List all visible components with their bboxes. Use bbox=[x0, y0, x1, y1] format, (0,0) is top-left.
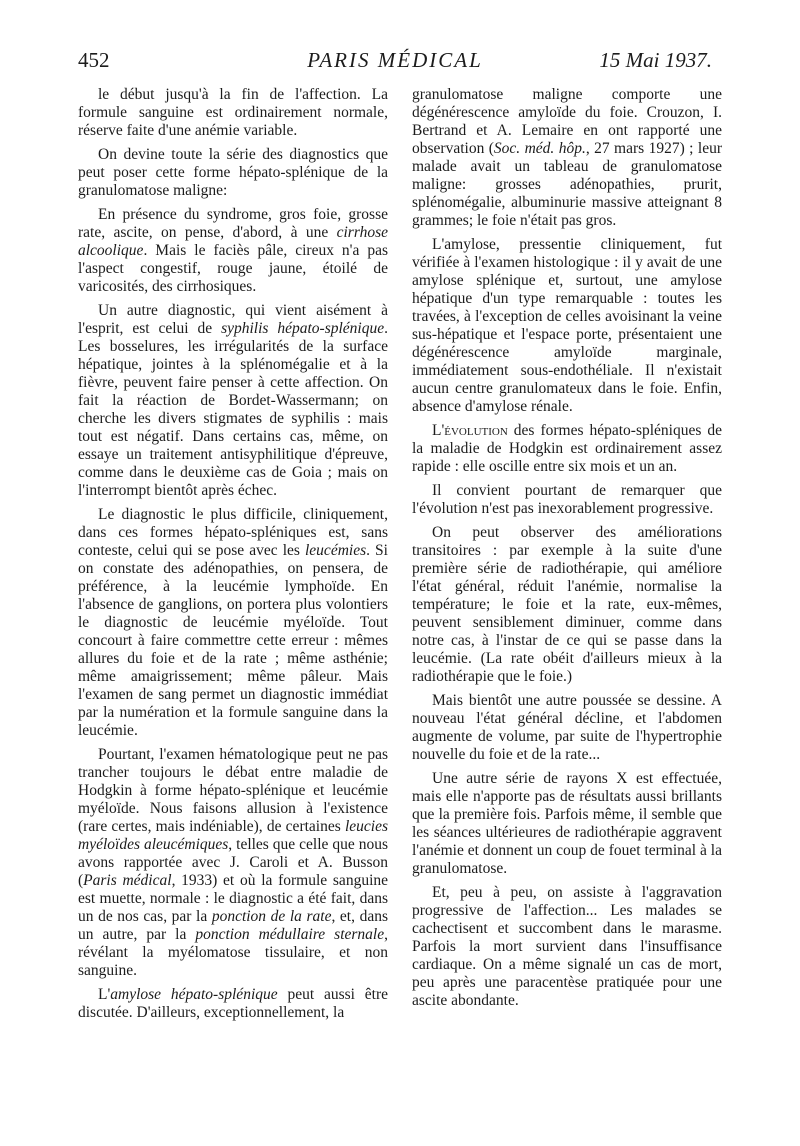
page-header bbox=[78, 48, 712, 84]
italic-text: cirrhose alcoolique bbox=[78, 224, 388, 259]
text-run: le début jusqu'à la fin de l'affection. La formule sanguine est ordinairement normale, réserve faite d'une anémie variable. bbox=[78, 86, 388, 139]
paragraph bbox=[412, 236, 722, 416]
text-run: Une autre série de rayons X est effectuée, mais elle n'apporte pas de résultats aussi brillants que la première fois. Parfois même, il semble que les séances ultérieures de radiothérapie aggravent l'anémie et donnent un coup de fouet terminal à la granulomatose. bbox=[412, 770, 722, 877]
italic-text: syphilis hépato-splénique bbox=[221, 320, 385, 337]
text-run: Et, peu à peu, on assiste à l'aggravation progressive de l'affection... Les malades se cachectisent et succombent dans le marasme. Parfois la mort survient dans l'insuffisance cardiaque. On a même signalé un cas de mort, peu après une paracentèse pratiquée pour une ascite abondante. bbox=[412, 884, 722, 1009]
text-run: Un autre diagnostic, qui vient aisément à l'esprit, est celui de bbox=[78, 302, 388, 337]
paragraph bbox=[78, 746, 388, 980]
left-column bbox=[78, 86, 388, 1028]
text-run: En présence du syndrome, gros foie, grosse rate, ascite, on pense, d'abord, à une bbox=[78, 206, 388, 241]
text-run: Pourtant, l'examen hématologique peut ne pas trancher toujours le débat entre maladie de Hodgkin à forme hépato-splénique et leucémie myéloïde. Nous faisons allusion à l'existence (rare certes, mais indéniable), de certaines bbox=[78, 746, 388, 835]
text-run: Il convient pourtant de remarquer que l'évolution n'est pas inexorablement progressive. bbox=[412, 482, 722, 517]
text-run: . Si on constate des adénopathies, on pensera, de préférence, à la leucémie lymphoïde. En l'absence de ganglions, on portera plus volontiers le diagnostic de leucémie myéloïde. Tout concourt à faire commettre cette erreur : mêmes allures du foie et de la rate ; même asthénie; même amaigrissement; même pâleur. Mais l'examen de sang permet un diagnostic immédiat par la numération et la formule sanguine dans la leucémie. bbox=[78, 542, 388, 739]
text-run: L' bbox=[432, 422, 445, 439]
text-run: . Mais le faciès pâle, cireux n'a pas l'aspect congestif, rouge jaune, étoilé de varicosités, des cirrhosiques. bbox=[78, 242, 388, 295]
paragraph bbox=[412, 770, 722, 878]
paragraph bbox=[412, 884, 722, 1010]
text-run: Mais bientôt une autre poussée se dessine. A nouveau l'état général décline, et l'abdomen augmente de volume, par suite de l'hypertrophie nouvelle du foie et de la rate... bbox=[412, 692, 722, 763]
paragraph bbox=[412, 422, 722, 476]
text-run: , 27 mars 1927) ; leur malade avait un tableau de granulomatose maligne: grosses adénopathies, prurit, splénomégalie, albuminurie massive atteignant 8 grammes; le foie n'était pas gros. bbox=[412, 140, 722, 229]
text-run: , 1933) et où la formule sanguine est muette, normale : le diagnostic a été fait, dans un de nos cas, par la bbox=[78, 872, 389, 925]
italic-text: ponction médullaire sternale bbox=[195, 926, 385, 943]
paragraph bbox=[78, 146, 388, 200]
italic-text: ponction de la rate bbox=[211, 908, 332, 925]
smallcaps-text: évolution bbox=[444, 422, 508, 439]
italic-text: Soc. méd. hôp. bbox=[493, 140, 586, 157]
paragraph bbox=[78, 302, 388, 500]
text-run: , révélant la myélomatose tissulaire, et non sanguine. bbox=[78, 926, 388, 979]
paragraph bbox=[78, 986, 388, 1022]
text-run: , et, dans un autre, par la bbox=[78, 908, 388, 943]
text-run: peut aussi être discutée. D'ailleurs, exceptionnellement, la bbox=[78, 986, 388, 1021]
text-run: Le diagnostic le plus difficile, cliniquement, dans ces formes hépato-spléniques est, sans conteste, celui qui se pose avec les bbox=[78, 506, 388, 559]
paragraph bbox=[78, 206, 388, 296]
text-run: L' bbox=[98, 986, 111, 1003]
text-run: , telles que celle que nous avons rapportée avec J. Caroli et A. Busson ( bbox=[78, 836, 388, 889]
text-run: On devine toute la série des diagnostics que peut poser cette forme hépato-splénique de la granulomatose maligne: bbox=[78, 146, 388, 199]
journal-title: PARIS MÉDICAL bbox=[307, 48, 483, 72]
right-column bbox=[412, 86, 722, 1016]
text-run: L'amylose, pressentie cliniquement, fut vérifiée à l'examen histologique : il y avait de une amylose splénique et, surtout, une amylose hépatique d'un type remarquable : toutes les travées, à l'exception de celles avoisinant la veine sus-hépatique et l'espace porte, présentaient une dégénérescence amyloïde marginale, immédiatement sous-endothéliale. Il n'existait aucun centre granulomateux dans le foie. Enfin, absence d'amylose rénale. bbox=[412, 236, 722, 415]
paragraph bbox=[412, 86, 722, 230]
paragraph bbox=[78, 506, 388, 740]
text-run: granulomatose maligne comporte une dégénérescence amyloïde du foie. Crouzon, I. Bertrand et A. Lemaire en ont rapporté une observation ( bbox=[412, 86, 722, 157]
text-run: des formes hépato-spléniques de la maladie de Hodgkin est ordinairement assez rapide : elle oscille entre six mois et un an. bbox=[412, 422, 722, 475]
paragraph bbox=[412, 482, 722, 518]
paragraph bbox=[78, 86, 388, 140]
italic-text: leucémies bbox=[305, 542, 367, 559]
page-number: 452 bbox=[78, 48, 110, 72]
italic-text: Paris médical bbox=[83, 872, 172, 889]
text-run: On peut observer des améliorations transitoires : par exemple à la suite d'une première série de radiothérapie, qui améliore l'état général, réduit l'anémie, normalise la température; le foie et la rate, eux-mêmes, peuvent sensiblement diminuer, comme dans notre cas, à l'instar de ce qui se passe dans la leucémie. (La rate obéit d'ailleurs mieux à la radiothérapie que le foie.) bbox=[412, 524, 722, 685]
paragraph bbox=[412, 692, 722, 764]
italic-text: leucies myéloïdes aleucémiques bbox=[78, 818, 388, 853]
issue-date: 15 Mai 1937. bbox=[599, 48, 712, 72]
text-run: . Les bosselures, les irrégularités de la surface hépatique, jointes à la splénomégalie et à la fièvre, peuvent faire penser à cette affection. On fait la réaction de Bordet-Wassermann; on cherche les divers stigmates de syphilis : mais tout est négatif. Dans certains cas, même, on essaye un traitement antisyphilitique d'épreuve, comme dans le deuxième cas de Goia ; mais on l'interrompt bientôt après échec. bbox=[78, 320, 388, 499]
italic-text: amylose hépato-splénique bbox=[110, 986, 278, 1003]
paragraph bbox=[412, 524, 722, 686]
